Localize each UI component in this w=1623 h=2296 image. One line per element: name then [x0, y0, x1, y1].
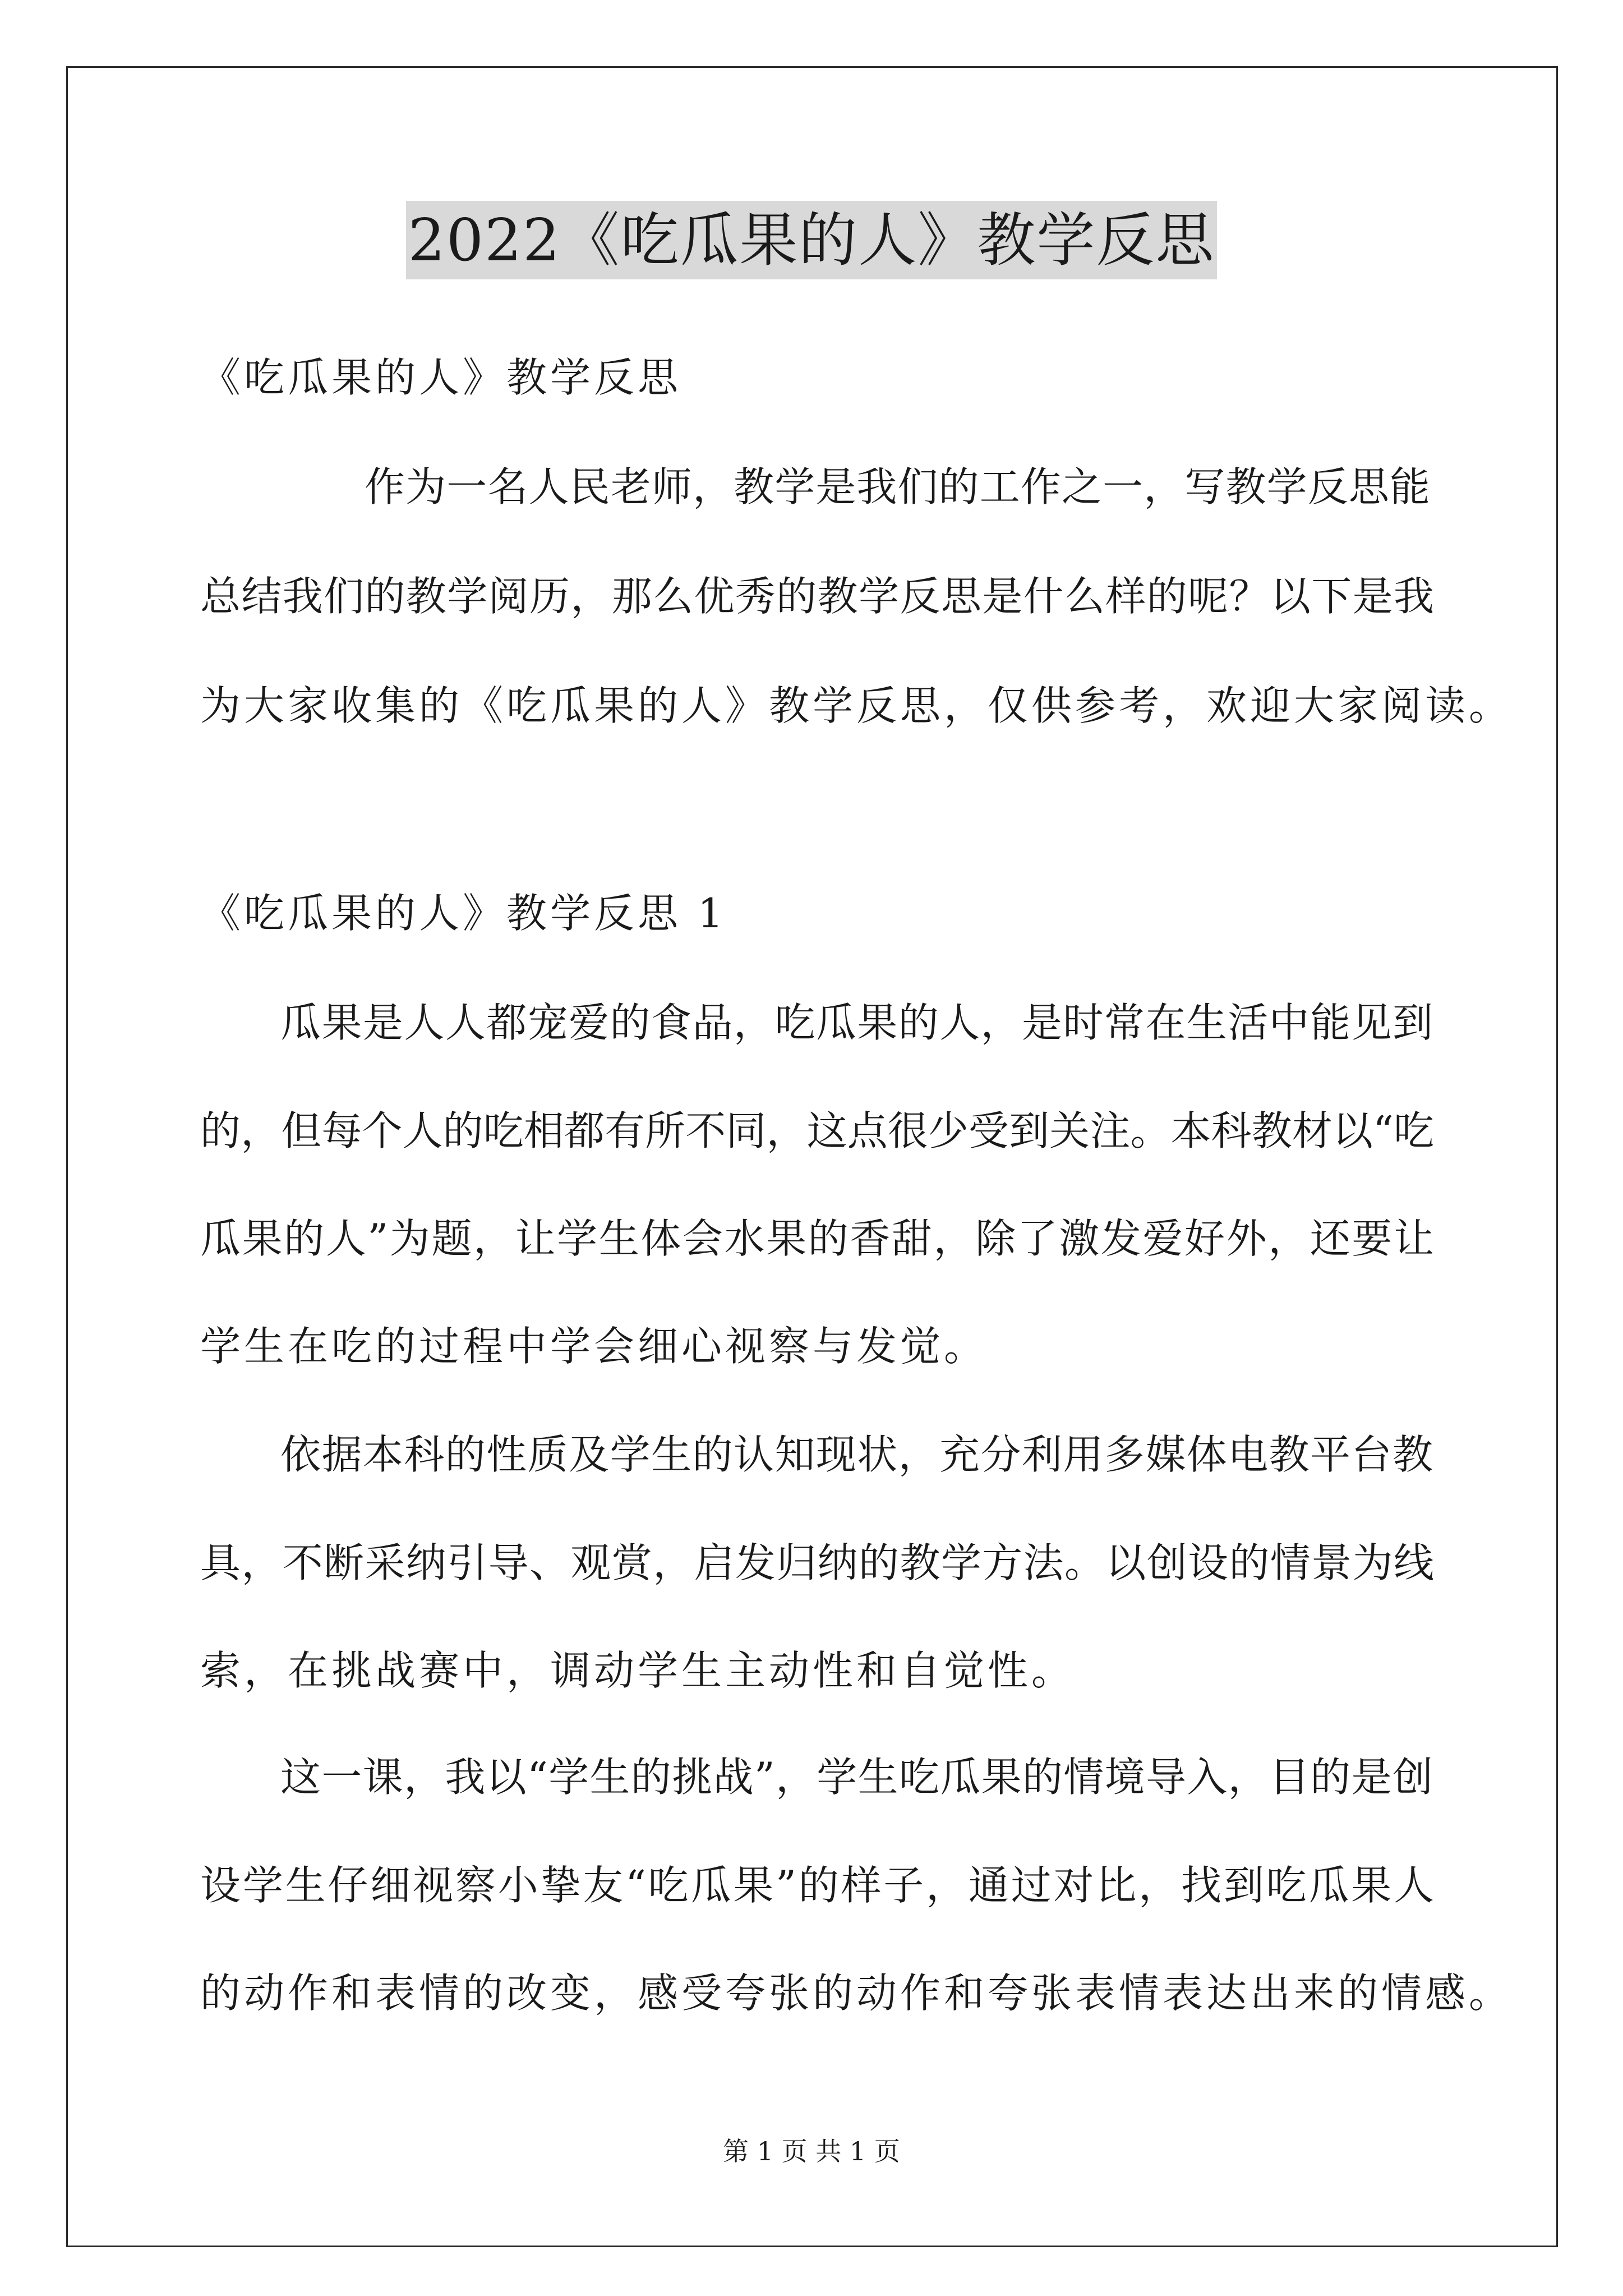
subtitle: 《吃瓜果的人》教学反思 — [200, 354, 682, 401]
p2-line-2: 具，不断采纳引导、观赏，启发归纳的教学方法。以创设的情景为线 — [200, 1539, 1434, 1586]
p1-line-2: 的，但每个人的吃相都有所不同，这点很少受到关注。本科教材以“吃 — [200, 1107, 1434, 1154]
p2-line-3: 索，在挑战赛中，调动学生主动性和自觉性。 — [200, 1647, 1076, 1694]
p1-line-4: 学生在吃的过程中学会细心视察与发觉。 — [200, 1323, 988, 1370]
p1-line-1: 瓜果是人人都宠爱的食品，吃瓜果的人，是时常在生活中能见到 — [280, 999, 1433, 1046]
p3-line-3: 的动作和表情的改变，感受夸张的动作和夸张表情表达出来的情感。 — [200, 1970, 1513, 2017]
intro-line-1: 作为一名人民老师，教学是我们的工作之一，写教学反思能 — [365, 463, 1430, 510]
p1-line-3: 瓜果的人”为题，让学生体会水果的香甜，除了激发爱好外，还要让 — [200, 1215, 1434, 1262]
section-heading: 《吃瓜果的人》教学反思 1 — [200, 890, 727, 937]
intro-line-3: 为大家收集的《吃瓜果的人》教学反思，仅供参考，欢迎大家阅读。 — [200, 682, 1513, 729]
intro-line-2: 总结我们的教学阅历，那么优秀的教学反思是什么样的呢？以下是我 — [200, 573, 1434, 620]
p3-line-1: 这一课，我以“学生的挑战”，学生吃瓜果的情境导入，目的是创 — [280, 1754, 1433, 1801]
page-footer: 第 1 页 共 1 页 — [723, 2136, 900, 2166]
p3-line-2: 设学生仔细视察小挚友“吃瓜果”的样子，通过对比，找到吃瓜果人 — [200, 1862, 1434, 1909]
document-title: 2022《吃瓜果的人》教学反思 — [406, 201, 1218, 279]
title-container — [0, 201, 1623, 279]
p2-line-1: 依据本科的性质及学生的认知现状，充分利用多媒体电教平台教 — [280, 1431, 1433, 1478]
